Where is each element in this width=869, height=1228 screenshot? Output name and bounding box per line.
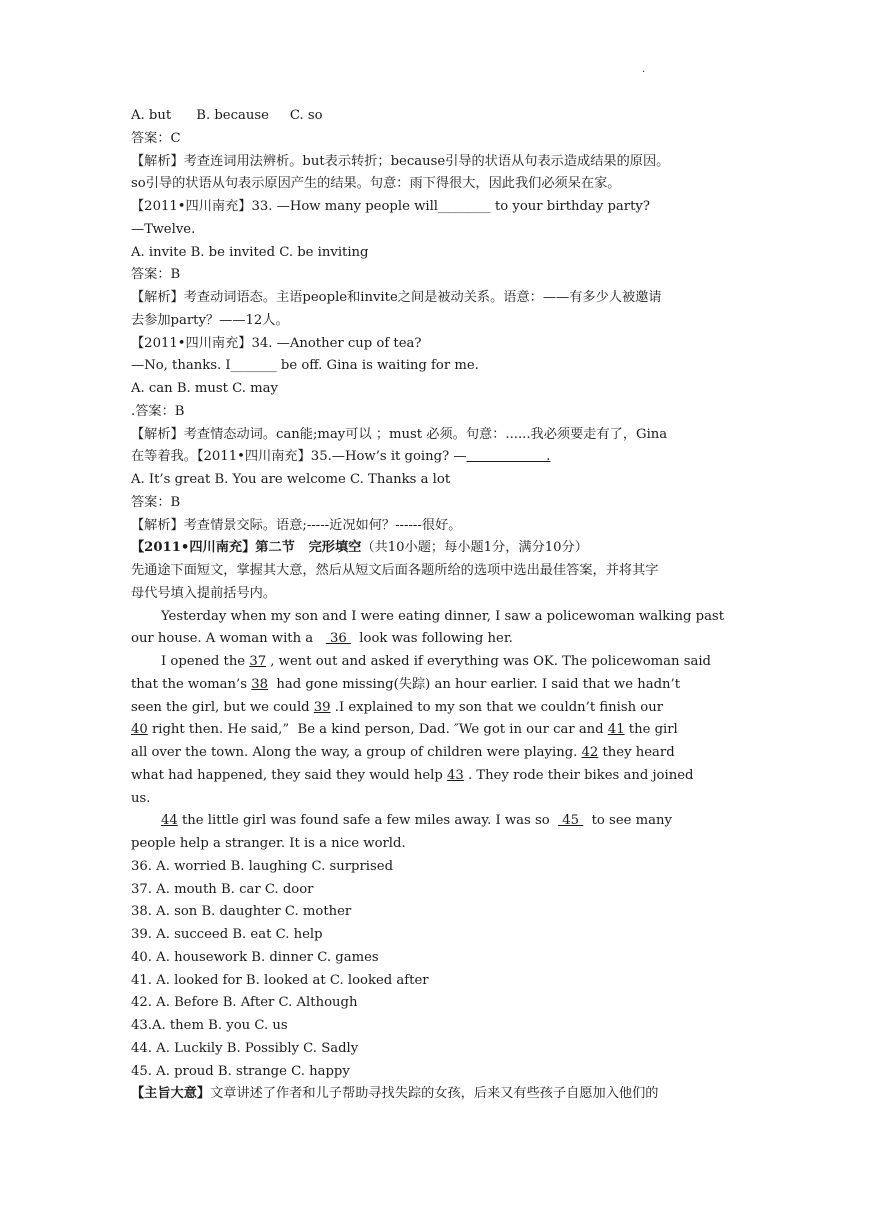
passage-line (131, 810, 739, 833)
section-title: 第二节 完形填空 (255, 540, 362, 556)
passage-text: what had happened, they said they would help (131, 767, 447, 783)
passage-text: . They rode their bikes and joined (463, 767, 694, 783)
passage-text: all over the town. Along the way, a group of children were playing. (131, 745, 582, 760)
passage-line: Yesterday when my son and I were eating dinner, I saw a policewoman walking past (161, 608, 725, 624)
passage-line (131, 719, 739, 742)
document-page (131, 105, 739, 1106)
passage-line (131, 674, 739, 697)
passage-text: the girl (624, 722, 678, 738)
passage-line (131, 697, 739, 720)
passage-line: people help a stranger. It is a nice world. (131, 836, 406, 851)
passage-text: that the woman’s (131, 676, 252, 692)
blank-36: 36 (325, 631, 351, 647)
choice-45: 45. A. proud B. strange C. happy (131, 1063, 350, 1079)
blank-40: 40 (131, 722, 148, 738)
q35-question-line (131, 446, 739, 469)
choice-37: 37. A. mouth B. car C. door (131, 881, 314, 897)
summary-text: 文章讲述了作者和儿子帮助寻找失踪的女孩，后来又有些孩子自愿加入他们的 (210, 1086, 659, 1102)
q32-answer: 答案：C (131, 130, 181, 146)
q34-answer: .答案：B (131, 403, 185, 419)
choice-39: 39. A. succeed B. eat C. help (131, 927, 323, 942)
q35-blank: . (466, 449, 551, 465)
summary (131, 1083, 739, 1106)
q33-analysis-cont: 去参加party？——12人。 (131, 312, 289, 328)
choice-42: 42. A. Before B. After C. Although (131, 995, 358, 1011)
passage-text: .I explained to my son that we couldn’t finish our (330, 699, 664, 715)
choice-40: 40. A. housework B. dinner C. games (131, 949, 379, 965)
passage-line (131, 651, 739, 674)
choice-36: 36. A. worried B. laughing C. surprised (131, 858, 394, 874)
section-heading (131, 537, 739, 560)
passage-text: to see many (583, 813, 672, 829)
q35-options: A. It’s great B. You are welcome C. Thanks a lot (131, 472, 451, 487)
blank-37: 37 (249, 654, 267, 669)
passage-line (131, 742, 739, 765)
blank-41: 41 (607, 722, 625, 738)
q35-question: 在等着我。【2011•四川南充】35.—How’s it going? — (131, 449, 467, 465)
choice-38: 38. A. son B. daughter C. mother (131, 904, 352, 920)
passage-text: seen the girl, but we could (131, 699, 314, 715)
passage-text: our house. A woman with a (131, 631, 326, 647)
q33-answer: 答案：B (131, 267, 181, 283)
q34-analysis: 【解析】考查情态动词。can能;may可以 ；must 必须。句意：......我必须要走有了，Gina (131, 426, 668, 442)
passage-text: right then. He said,” Be a kind person, Dad. ″We got in our car and (147, 722, 608, 738)
passage-text: the little girl was found safe a few miles away. I was so (177, 813, 559, 829)
q33-reply: —Twelve. (131, 221, 196, 237)
passage-line (131, 765, 739, 788)
section-note: （共10小题；每小题1分，满分10分） (361, 540, 588, 556)
section-instruction: 先通途下面短文，掌握其大意，然后从短文后面各题所给的选项中选出最佳答案，并将其字 (131, 563, 659, 578)
passage-line: us. (131, 790, 151, 806)
choice-41: 41. A. looked for B. looked at C. looked after (131, 972, 429, 988)
passage-text: they heard (598, 745, 675, 760)
blank-38: 38 (251, 676, 268, 692)
q33-options: A. invite B. be invited C. be inviting (131, 244, 369, 260)
q33-analysis: 【解析】考查动词语态。主语people和invite之间是被动关系。语意：——有多少人被邀请 (131, 290, 662, 305)
blank-44: 44 (161, 813, 178, 829)
passage-text: , went out and asked if everything was OK. The policewoman said (266, 654, 711, 669)
choice-44: 44. A. Luckily B. Possibly C. Sadly (131, 1040, 359, 1056)
choice-43: 43.A. them B. you C. us (131, 1018, 288, 1033)
passage-text: had gone missing(失踪) an hour earlier. I said that we hadn’t (267, 676, 680, 692)
passage-text: I opened the (161, 654, 250, 669)
q32-analysis: 【解析】考查连词用法辨析。but表示转折；because引导的状语从句表示造成结果的原因。 (131, 153, 670, 169)
header-mark: . (642, 64, 646, 75)
passage-line (131, 628, 739, 651)
q33-question: 【2011•四川南充】33. —How many people will________ to your birthday party? (131, 199, 650, 214)
q32-options: A. but B. because C. so (131, 108, 323, 123)
summary-tag: 【主旨大意】 (131, 1086, 211, 1102)
section-tag: 【2011•四川南充】 (131, 540, 256, 556)
passage-text: look was following her. (350, 631, 513, 647)
q34-question: 【2011•四川南充】34. —Another cup of tea? (131, 335, 422, 351)
section-instruction-cont: 母代号填入提前括号内。 (131, 585, 277, 601)
q35-answer: 答案：B (131, 494, 181, 510)
q34-options: A. can B. must C. may (131, 381, 278, 396)
blank-45: 45 (558, 813, 584, 829)
q32-analysis-cont: so引导的状语从句表示原因产生的结果。句意：雨下得很大，因此我们必须呆在家。 (131, 176, 621, 192)
blank-43: 43 (446, 767, 464, 783)
blank-39: 39 (313, 699, 331, 715)
q34-reply: —No, thanks. I_______ be off. Gina is waiting for me. (131, 358, 479, 374)
q35-analysis: 【解析】考查情景交际。语意;-----近况如何？------很好。 (131, 517, 462, 533)
blank-42: 42 (581, 745, 599, 760)
